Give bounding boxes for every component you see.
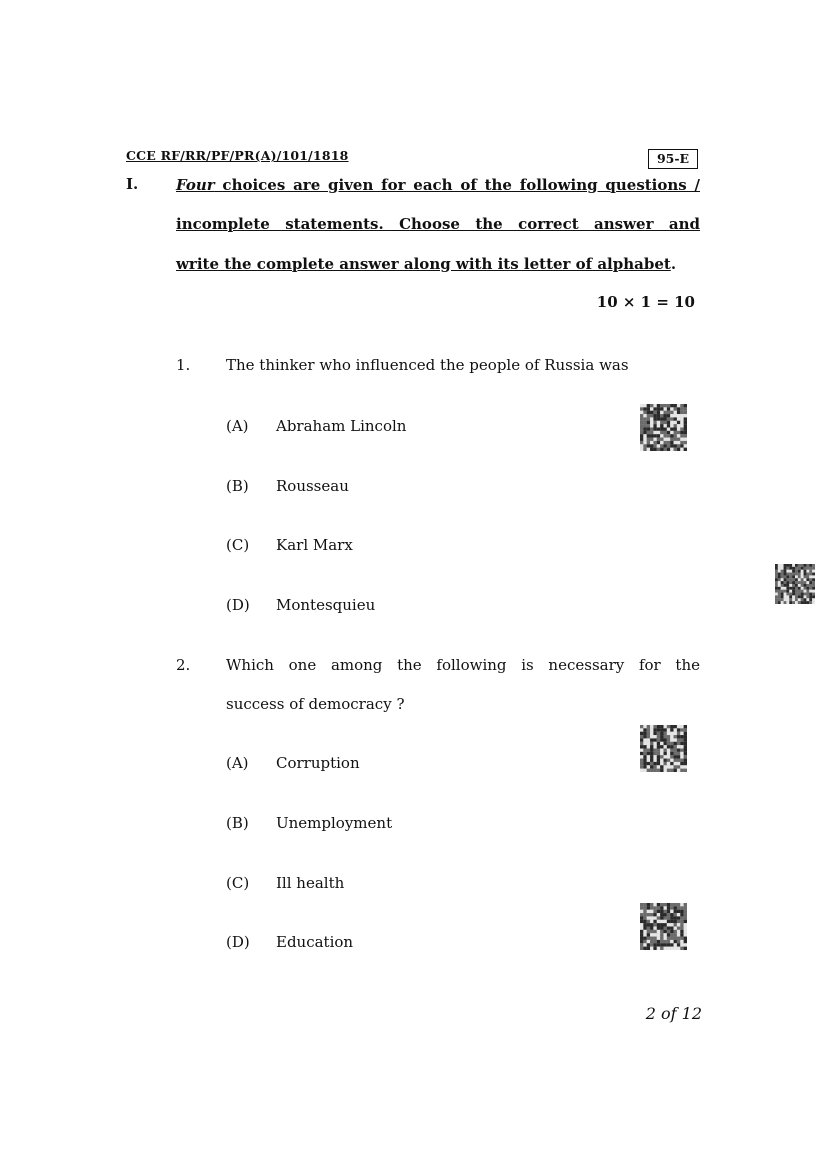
instruction-line-3-text: write the complete answer along with its letter of alphabet [176,255,671,273]
question-1-number: 1. [176,356,191,374]
question-1-option-a-letter: (A) [226,417,249,435]
question-1-text: The thinker who influenced the people of Russia was [226,356,629,374]
question-1-option-c-letter: (C) [226,536,250,554]
question-2-text-line-2: success of democracy ? [226,695,405,713]
instruction-line-1 [176,175,700,195]
question-2-text-line-1: Which one among the following is necessary for the [226,656,700,674]
instruction-line-3 [176,254,676,274]
question-1-option-b-text: Rousseau [276,477,349,495]
instruction-line-2: incomplete statements. Choose the correct answer and [176,215,700,233]
qr-code-icon [640,903,687,950]
question-2-option-c-text: Ill health [276,874,345,892]
question-2-option-a-letter: (A) [226,754,249,772]
question-2-option-b-letter: (B) [226,814,249,832]
version-code-box: 95-E [648,149,698,169]
question-1-option-c-text: Karl Marx [276,536,353,554]
instruction-line-1-text: choices are given for each of the following questions / [214,176,700,194]
question-1-option-b-letter: (B) [226,477,249,495]
question-1-option-a-text: Abraham Lincoln [276,417,407,435]
question-2-option-a-text: Corruption [276,754,360,772]
marks-scheme: 10 × 1 = 10 [596,293,695,311]
question-2-number: 2. [176,656,191,674]
paper-code: CCE RF/RR/PF/PR(A)/101/1818 [126,148,349,163]
qr-code-icon [640,725,687,772]
qr-code-icon [775,564,815,604]
qr-code-icon [640,404,687,451]
question-1-option-d-text: Montesquieu [276,596,376,614]
section-number: I. [126,175,139,193]
question-1-option-d-letter: (D) [226,596,250,614]
question-2-option-d-letter: (D) [226,933,250,951]
instruction-emphasis: Four [176,176,215,194]
question-2-option-b-text: Unemployment [276,814,393,832]
instruction-line-3-end: . [670,255,677,273]
page-indicator: 2 of 12 [645,1004,702,1023]
question-2-option-c-letter: (C) [226,874,250,892]
question-2-option-d-text: Education [276,933,354,951]
